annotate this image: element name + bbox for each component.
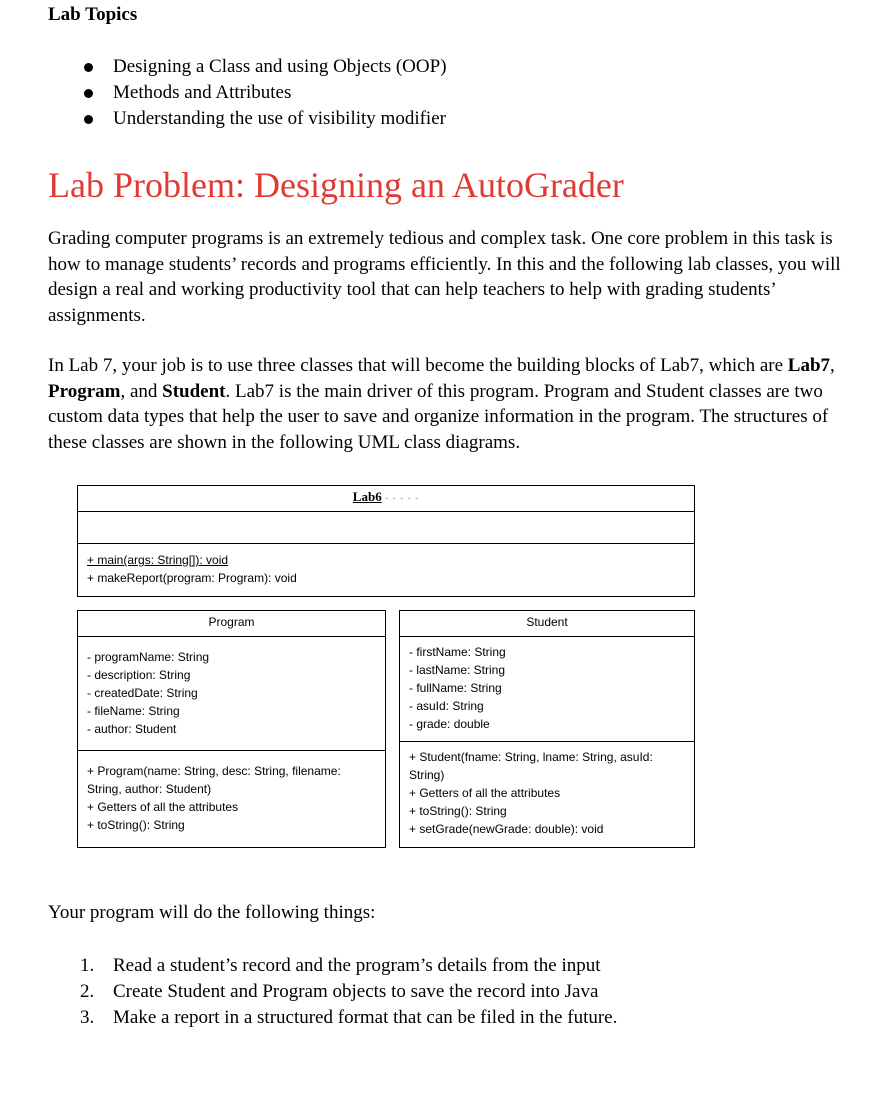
problem-title: Lab Problem: Designing an AutoGrader — [48, 165, 624, 205]
classes-paragraph: In Lab 7, your job is to use three classes that will become the building blocks of Lab7, which are Lab7, Program, and Student. Lab7 is the main driver of this program. Program and Student classes are two custom data types that help the user to save and organize information in the program. The structures of these classes are shown in the following UML class diagrams. — [48, 355, 835, 454]
student-attribute: - lastName: String — [409, 663, 506, 677]
student-attribute: - firstName: String — [409, 645, 506, 659]
student-method: + setGrade(newGrade: double): void — [409, 822, 604, 836]
program-method: + Getters of all the attributes — [87, 800, 239, 814]
intro-paragraph: Grading computer programs is an extremely tedious and complex task. One core problem in this task is how to manage students’ records and programs efficiently. In this and the following lab classes, you will design a real and working productivity tool that can help teachers to help with grading students’ assignments. — [48, 228, 841, 327]
list-item: Understanding the use of visibility modifier — [80, 106, 447, 132]
tasks-intro: Your program will do the following things: — [48, 902, 376, 923]
lab6-method: + makeReport(program: Program): void — [87, 571, 297, 585]
student-attribute: - fullName: String — [409, 681, 502, 695]
lab6-method: + main(args: String[]): void — [87, 553, 229, 567]
list-item: Methods and Attributes — [80, 80, 447, 106]
bullet-icon — [84, 115, 93, 124]
program-attribute: - programName: String — [87, 650, 210, 664]
program-attribute: - fileName: String — [87, 704, 180, 718]
list-item: 2. Create Student and Program objects to save the record into Java — [80, 981, 599, 1002]
program-class-name: Program — [208, 615, 255, 629]
program-attribute: - author: Student — [87, 722, 177, 736]
student-method: String) — [409, 768, 445, 782]
student-method: + toString(): String — [409, 804, 507, 818]
student-attribute: - asuId: String — [409, 699, 484, 713]
student-method: + Student(fname: String, lname: String, asuId: — [409, 750, 653, 764]
list-item: 3. Make a report in a structured format that can be filed in the future. — [80, 1007, 618, 1028]
lab6-class-name: Lab6 — [352, 489, 382, 504]
student-method: + Getters of all the attributes — [409, 786, 561, 800]
list-item: 1. Read a student’s record and the program’s details from the input — [80, 955, 601, 976]
uml-program-class — [77, 610, 386, 848]
student-class-name: Student — [526, 615, 568, 629]
list-item: Designing a Class and using Objects (OOP) — [80, 54, 447, 80]
program-method: + Program(name: String, desc: String, filename: — [87, 764, 341, 778]
lab6-name-overflow: - - - - - — [381, 493, 420, 503]
uml-lab6-class — [77, 485, 695, 597]
student-attribute: - grade: double — [409, 717, 490, 731]
program-method: String, author: Student) — [87, 782, 212, 796]
program-attribute: - createdDate: String — [87, 686, 198, 700]
uml-student-class — [399, 610, 695, 848]
program-method: + toString(): String — [87, 818, 185, 832]
bullet-icon — [84, 63, 93, 72]
bullet-icon — [84, 89, 93, 98]
lab-topics-heading: Lab Topics — [48, 4, 138, 25]
tasks-list — [80, 953, 617, 1031]
lab-topics-list — [80, 54, 447, 132]
program-attribute: - description: String — [87, 668, 191, 682]
